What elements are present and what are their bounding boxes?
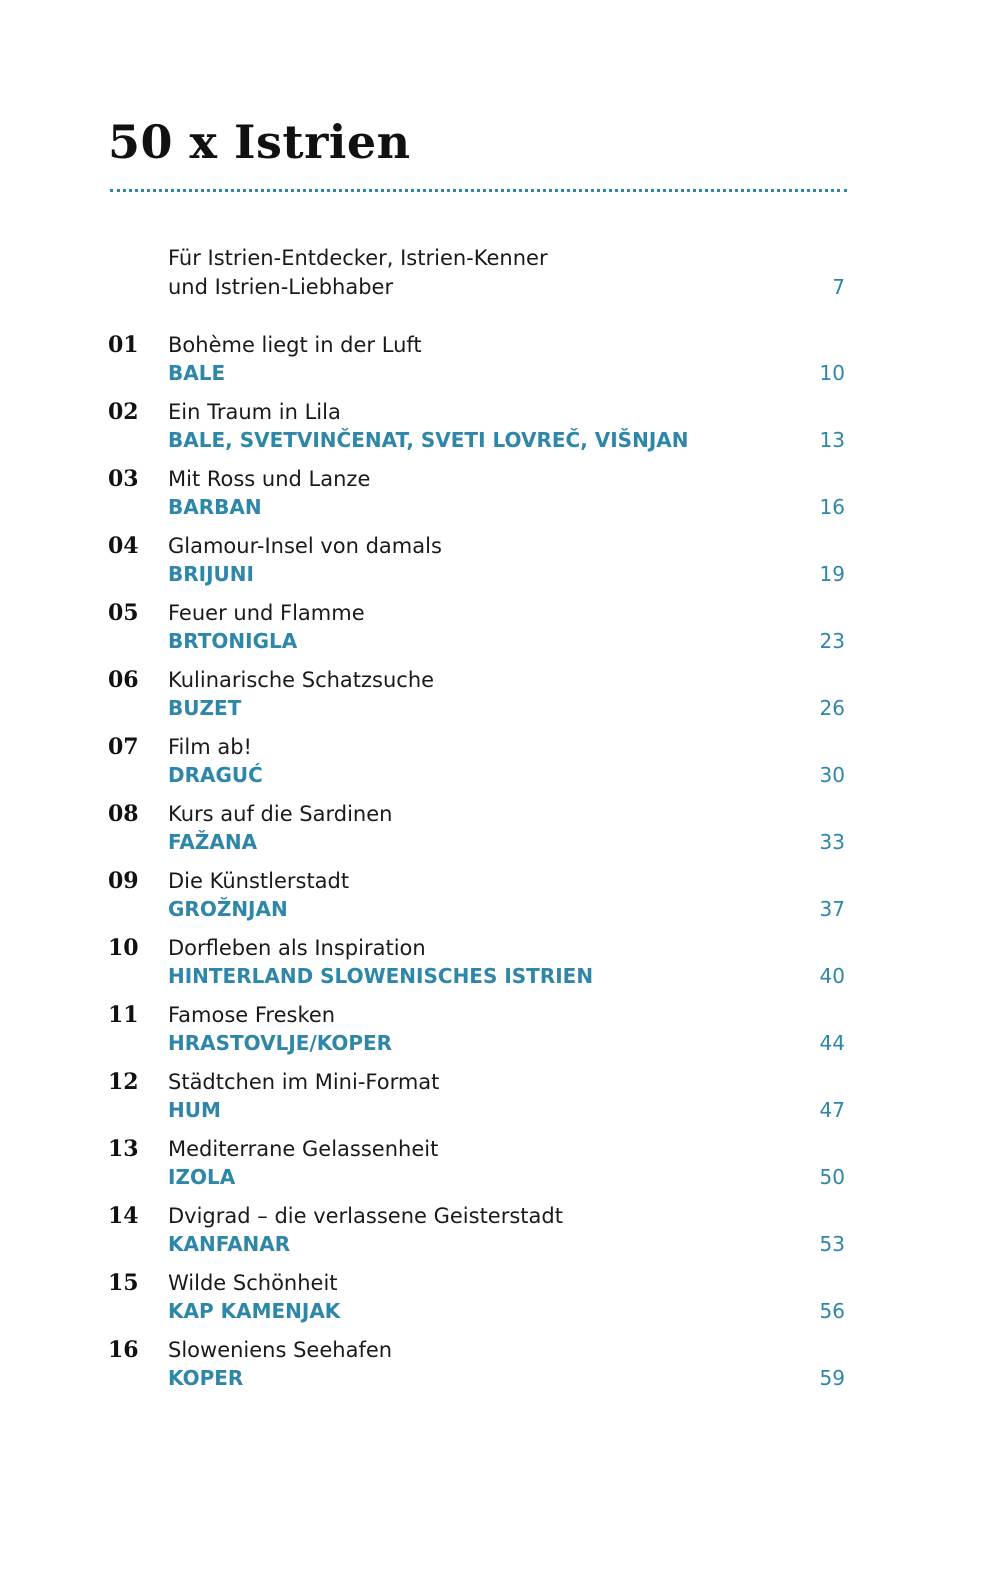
entry-page-number: 19 <box>819 562 845 586</box>
entry-place: BRTONIGLA <box>168 629 298 653</box>
entry-place: BRIJUNI <box>168 562 254 586</box>
toc-entry[interactable] <box>108 599 848 666</box>
toc-entry[interactable] <box>108 934 848 1001</box>
entry-number: 05 <box>108 600 139 626</box>
entry-title: Bohème liegt in der Luft <box>168 333 422 357</box>
entry-number: 04 <box>108 533 139 559</box>
intro-title-line-2: und Istrien-Liebhaber <box>168 275 394 299</box>
entry-page-number: 30 <box>819 763 845 787</box>
entry-place: IZOLA <box>168 1165 236 1189</box>
entry-title: Dorfleben als Inspiration <box>168 936 426 960</box>
toc-entry[interactable] <box>108 331 848 398</box>
entry-page-number: 53 <box>819 1232 845 1256</box>
entry-number: 03 <box>108 466 139 492</box>
entry-place: KOPER <box>168 1366 244 1390</box>
entry-place: BALE, SVETVINČENAT, SVETI LOVREČ, VIŠNJAN <box>168 428 689 452</box>
entry-title: Kurs auf die Sardinen <box>168 802 393 826</box>
entry-title: Städtchen im Mini-Format <box>168 1070 440 1094</box>
entry-page-number: 33 <box>819 830 845 854</box>
entry-page-number: 26 <box>819 696 845 720</box>
toc-entry[interactable] <box>108 800 848 867</box>
entry-title: Ein Traum in Lila <box>168 400 341 424</box>
entry-title: Wilde Schönheit <box>168 1271 338 1295</box>
entry-place: BUZET <box>168 696 242 720</box>
entry-number: 02 <box>108 399 139 425</box>
toc-entry[interactable] <box>108 532 848 599</box>
entry-page-number: 40 <box>819 964 845 988</box>
toc-entry[interactable] <box>108 733 848 800</box>
intro-title-line-1: Für Istrien-Entdecker, Istrien-Kenner <box>168 246 548 270</box>
entry-page-number: 10 <box>819 361 845 385</box>
entry-title: Sloweniens Seehafen <box>168 1338 393 1362</box>
entry-number: 10 <box>108 935 139 961</box>
entry-title: Feuer und Flamme <box>168 601 365 625</box>
entry-page-number: 47 <box>819 1098 845 1122</box>
entry-title: Dvigrad – die verlassene Geisterstadt <box>168 1204 563 1228</box>
toc-entry[interactable] <box>108 867 848 934</box>
entry-place: HINTERLAND SLOWENISCHES ISTRIEN <box>168 964 594 988</box>
entry-title: Mit Ross und Lanze <box>168 467 371 491</box>
toc-entry[interactable] <box>108 465 848 532</box>
intro-page-number: 7 <box>832 275 845 299</box>
entry-place: KAP KAMENJAK <box>168 1299 341 1323</box>
entry-number: 14 <box>108 1203 139 1229</box>
entry-place: BARBAN <box>168 495 262 519</box>
entry-number: 15 <box>108 1270 139 1296</box>
table-of-contents <box>108 331 848 1403</box>
toc-entry[interactable] <box>108 1068 848 1135</box>
entry-page-number: 37 <box>819 897 845 921</box>
entry-title: Mediterrane Gelassenheit <box>168 1137 439 1161</box>
entry-place: BALE <box>168 361 226 385</box>
entry-page-number: 44 <box>819 1031 845 1055</box>
entry-title: Die Künstlerstadt <box>168 869 350 893</box>
dotted-divider <box>110 189 847 192</box>
entry-page-number: 59 <box>819 1366 845 1390</box>
toc-entry[interactable] <box>108 1001 848 1068</box>
page-title: 50 x Istrien <box>108 115 411 169</box>
entry-page-number: 23 <box>819 629 845 653</box>
entry-place: FAŽANA <box>168 830 258 854</box>
toc-entry[interactable] <box>108 398 848 465</box>
entry-number: 06 <box>108 667 139 693</box>
entry-number: 12 <box>108 1069 139 1095</box>
toc-entry[interactable] <box>108 666 848 733</box>
entry-number: 13 <box>108 1136 139 1162</box>
entry-place: HUM <box>168 1098 221 1122</box>
entry-page-number: 16 <box>819 495 845 519</box>
entry-place: DRAGUĆ <box>168 763 263 787</box>
entry-number: 16 <box>108 1337 139 1363</box>
entry-number: 09 <box>108 868 139 894</box>
entry-page-number: 56 <box>819 1299 845 1323</box>
toc-entry[interactable] <box>108 1135 848 1202</box>
entry-title: Film ab! <box>168 735 252 759</box>
intro-entry[interactable] <box>168 244 848 302</box>
entry-place: HRASTOVLJE/KOPER <box>168 1031 393 1055</box>
entry-title: Famose Fresken <box>168 1003 336 1027</box>
entry-page-number: 50 <box>819 1165 845 1189</box>
entry-number: 08 <box>108 801 139 827</box>
toc-entry[interactable] <box>108 1202 848 1269</box>
entry-title: Glamour-Insel von damals <box>168 534 442 558</box>
toc-entry[interactable] <box>108 1269 848 1336</box>
entry-number: 07 <box>108 734 139 760</box>
entry-number: 01 <box>108 332 139 358</box>
toc-entry[interactable] <box>108 1336 848 1403</box>
entry-title: Kulinarische Schatzsuche <box>168 668 435 692</box>
entry-page-number: 13 <box>819 428 845 452</box>
entry-number: 11 <box>108 1002 139 1028</box>
entry-place: GROŽNJAN <box>168 897 288 921</box>
entry-place: KANFANAR <box>168 1232 291 1256</box>
